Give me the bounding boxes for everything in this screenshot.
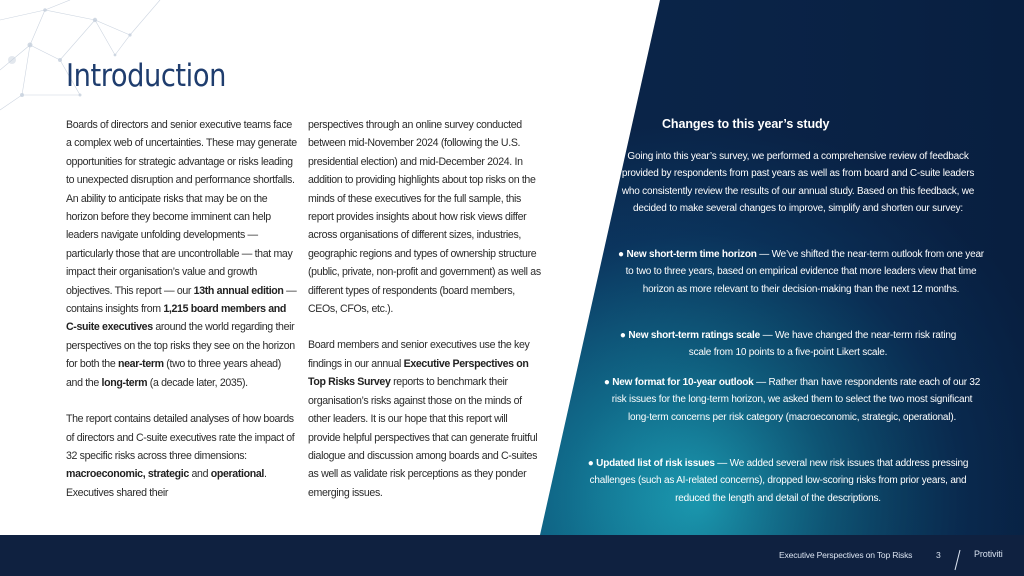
middle-paragraph-1 (308, 116, 542, 318)
bold-text: near-term (118, 358, 164, 371)
bold-text: 1,215 board members and C-suite executives (66, 303, 287, 334)
bold-text: Executive Perspectives on Top Risks Survey (308, 357, 529, 389)
changes-heading: Changes to this year’s study (662, 117, 830, 131)
bold-text: operational (210, 468, 264, 481)
text-run: — We have changed the near-term risk rating scale from 10 points to a five-point Likert scale. (688, 330, 957, 359)
footer-brand-logo: Protiviti (974, 549, 1003, 559)
bold-text: macroeconomic, strategic (66, 468, 189, 481)
text-run: Boards of directors and senior executive teams face a complex web of uncertainties. These may generate opportunities for strategic advantage or risks leading to unexpected disruption and performance shortfalls. An ability to anticipate risks that may be on the horizon before they become imminent can help leaders navigate unfolding developments — particularly those that are uncontrollable — that may impact their organisation’s value and growth objectives. This report — our (66, 119, 297, 297)
page-title: Introduction (66, 58, 226, 94)
text-run: ● (587, 458, 597, 469)
left-paragraph-2 (66, 410, 298, 502)
middle-column (308, 116, 542, 502)
text-run: — Rather than have respondents rate each of our 32 risk issues for the long-term horizon, we asked them to select the two most significant long-term concerns per risk category (macroeconomic, strategic, operational). (611, 377, 981, 423)
footer-page-number: 3 (936, 550, 941, 560)
text-run: — contains insights from (66, 284, 297, 316)
text-run: — We’ve shifted the near-term outlook from one year to two to three years, based on empirical evidence that more leaders view that time horizon as more relevant to their decision-making than the next 12 months. (625, 249, 984, 295)
text-run: . Executives shared their (66, 468, 267, 499)
text-run: Going into this year’s survey, we performed a comprehensive review of feedback provided by respondents from past years as well as from board and C-suite leaders who consistently review the results of our annual study. Based on this feedback, we decided to make several changes to improve, simplify and shorten our survey: (621, 151, 975, 215)
text-run: around the world regarding their perspectives on the top risks they see on the horizon for both the (66, 321, 295, 371)
text-run: Board members and senior executives use the key findings in our annual (308, 339, 530, 370)
text-run: The report contains detailed analyses of how boards of directors and C-suite executives rate the impact of 32 specific risks across three dimensions: (66, 413, 295, 462)
bold-text: 13th annual edition (193, 284, 284, 297)
text-run: ● (619, 330, 629, 341)
text-run: perspectives through an online survey conducted between mid-November 2024 (following the U.S. presidential election) and mid-December 2024. In addition to providing highlights about top risks on the minds of these executives for the full sample, this report provides insights about how risk views differ across organisations of different sizes, industries, geographic regions and types of ownership structure (public, private, non-profit and government) as well as different types of respondents (board members, CEOs, CFOs, etc.). (308, 119, 541, 316)
middle-paragraph-2 (308, 336, 542, 502)
text-run: ● (618, 249, 627, 260)
footer-report-title: Executive Perspectives on Top Risks (779, 550, 913, 560)
change-item-10-year-outlook (600, 374, 984, 426)
bold-text: Updated list of risk issues (596, 458, 715, 469)
footer-divider-icon (952, 548, 962, 572)
bold-text: New short-term ratings scale (628, 330, 760, 341)
bold-text: long-term (101, 376, 148, 389)
text-run: — We added several new risk issues that address pressing challenges (such as AI-related concerns), dropped low-scoring risks from prior years, and reduced the length and detail of the descriptions. (589, 458, 969, 504)
left-paragraph-1 (66, 116, 298, 392)
left-column (66, 116, 298, 502)
bold-text: New short-term time horizon (626, 249, 757, 260)
text-run: (a decade later, 2035). (147, 376, 248, 389)
bold-text: New format for 10-year outlook (612, 377, 754, 388)
change-item-ratings-scale (612, 327, 964, 362)
text-run: (two to three years ahead) and the (66, 358, 281, 389)
text-run: reports to benchmark their organisation’s risks against those on the minds of other leaders. It is our hope that this report will provide helpful perspectives that can generate fruitful dialogue and discussion among boards and C-suites as well as validate risk perceptions as they ponder emerging issues. (308, 376, 538, 499)
text-run: ● (603, 377, 613, 388)
change-item-time-horizon (618, 246, 984, 298)
change-item-risk-issues (586, 455, 970, 507)
changes-intro (612, 148, 984, 218)
text-run: and (188, 468, 211, 481)
